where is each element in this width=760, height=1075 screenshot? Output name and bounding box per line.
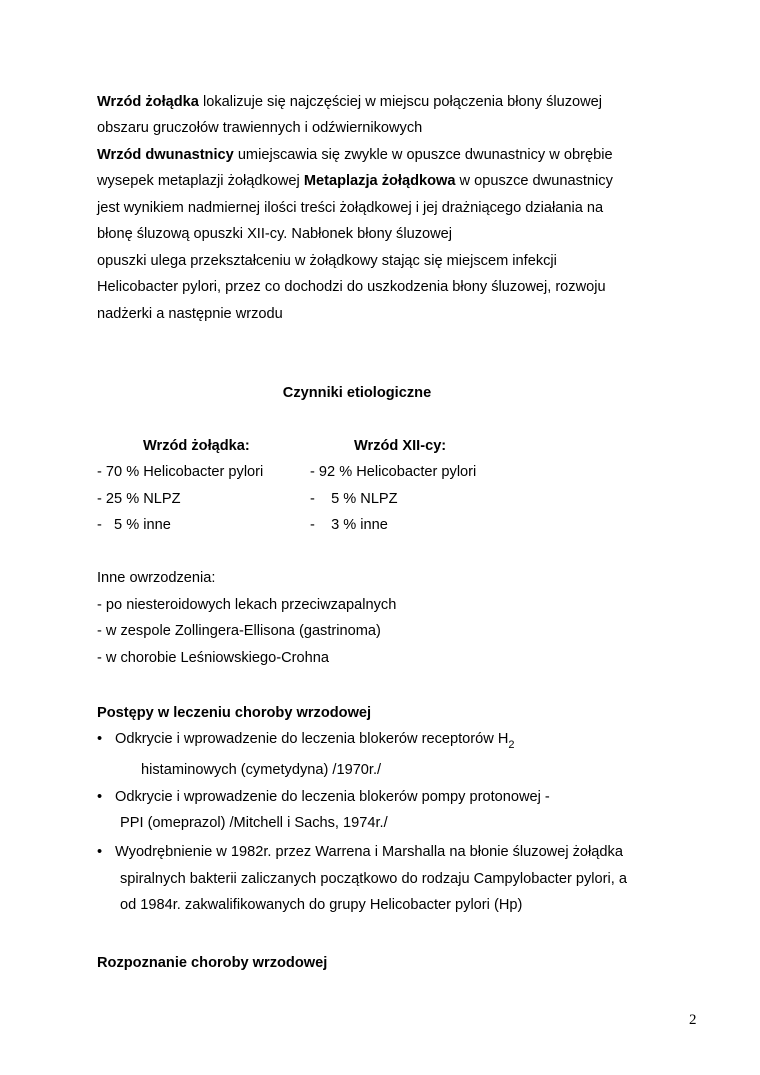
- bullet-icon: •: [97, 789, 103, 805]
- treatment-item-h2-cont: histaminowych (cymetydyna) /1970r./: [141, 762, 382, 778]
- term-duodenal-ulcer: Wrzód dwunastnicy: [97, 147, 234, 163]
- intro-text: umiejscawia się zwykle w opuszce dwunastnicy w obrębie: [233, 147, 613, 163]
- other-ulcers-item: - po niesteroidowych lekach przeciwzapalnych: [97, 597, 397, 613]
- other-ulcers-item: - w chorobie Leśniowskiego-Crohna: [97, 650, 329, 666]
- treatment-item-hp-cont: od 1984r. zakwalifikowanych do grupy Helicobacter pylori (Hp): [120, 897, 523, 913]
- bullet-icon: •: [97, 731, 103, 747]
- duodenal-ulcer-header: Wrzód XII-cy:: [354, 438, 447, 454]
- diagnosis-title: Rozpoznanie choroby wrzodowej: [97, 955, 328, 971]
- intro-text: lokalizuje się najczęściej w miejscu połączenia błony śluzowej: [198, 94, 603, 110]
- treatment-item-hp: Wyodrębnienie w 1982r. przez Warrena i Marshalla na błonie śluzowej żołądka: [115, 844, 623, 860]
- treatment-item-ppi: Odkrycie i wprowadzenie do leczenia blokerów pompy protonowej -: [115, 789, 550, 805]
- treatment-item-h2: [115, 731, 515, 751]
- other-ulcers-item: - w zespole Zollingera-Ellisona (gastrinoma): [97, 623, 381, 639]
- treatment-text: Odkrycie i wprowadzenie do leczenia blokerów receptorów H: [115, 731, 509, 747]
- treatment-progress-title: Postępy w leczeniu choroby wrzodowej: [97, 705, 372, 721]
- intro-line-9: nadżerki a następnie wrzodu: [97, 306, 283, 322]
- intro-text: wysepek metaplazji żołądkowej: [97, 173, 304, 189]
- intro-line-1: [97, 94, 602, 110]
- intro-line-3: [97, 147, 613, 163]
- etiology-title: Czynniki etiologiczne: [282, 385, 432, 401]
- gastric-ulcer-header: Wrzód żołądka:: [143, 438, 250, 454]
- term-gastric-ulcer: Wrzód żołądka: [97, 94, 199, 110]
- gastric-ulcer-item: - 5 % inne: [97, 517, 171, 533]
- treatment-item-ppi-cont: PPI (omeprazol) /Mitchell i Sachs, 1974r./: [120, 815, 388, 831]
- intro-line-7: opuszki ulega przekształceniu w żołądkowy stając się miejscem infekcji: [97, 253, 557, 269]
- duodenal-ulcer-item: - 92 % Helicobacter pylori: [310, 464, 477, 480]
- gastric-ulcer-item: - 25 % NLPZ: [97, 491, 181, 507]
- bullet-icon: •: [97, 844, 103, 860]
- treatment-item-hp-cont: spiralnych bakterii zaliczanych początkowo do rodzaju Campylobacter pylori, a: [120, 871, 627, 887]
- intro-line-5: jest wynikiem nadmiernej ilości treści żołądkowej i jej drażniącego działania na: [97, 200, 604, 216]
- other-ulcers-title: Inne owrzodzenia:: [97, 570, 216, 586]
- intro-line-6: błonę śluzową opuszki XII-cy. Nabłonek błony śluzowej: [97, 226, 453, 242]
- duodenal-ulcer-item: - 5 % NLPZ: [310, 491, 398, 507]
- intro-line-8: Helicobacter pylori, przez co dochodzi do uszkodzenia błony śluzowej, rozwoju: [97, 279, 606, 295]
- duodenal-ulcer-item: - 3 % inne: [310, 517, 388, 533]
- page-number: 2: [689, 1012, 697, 1028]
- gastric-ulcer-item: - 70 % Helicobacter pylori: [97, 464, 264, 480]
- subscript-2: 2: [508, 739, 515, 751]
- term-gastric-metaplasia: Metaplazja żołądkowa: [303, 173, 456, 189]
- intro-text: w opuszce dwunastnicy: [455, 173, 613, 189]
- intro-line-4: [97, 173, 613, 189]
- intro-line-2: obszaru gruczołów trawiennych i odźwiernikowych: [97, 120, 423, 136]
